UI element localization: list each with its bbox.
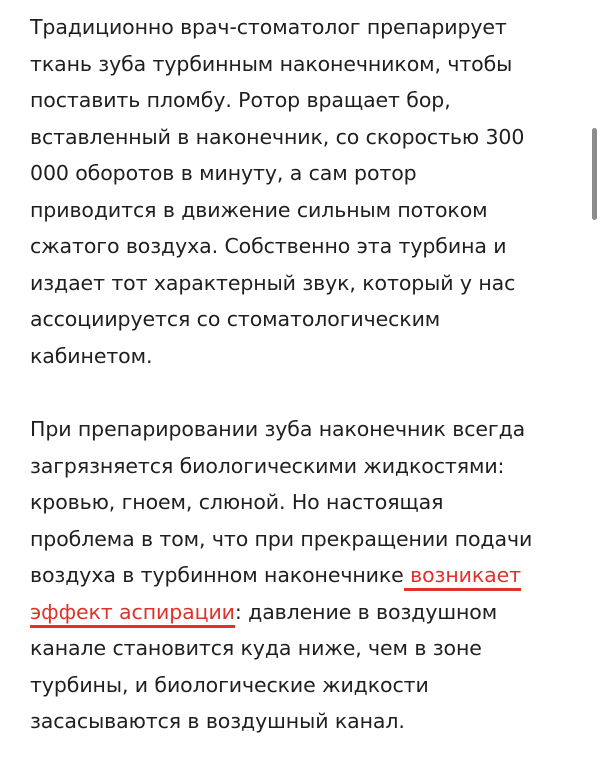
text-line: проблема в том, что при прекращении подачи: [30, 526, 533, 551]
text-line: кровью, гноем, слюной. Но настоящая: [30, 490, 444, 514]
text-line: загрязняется биологическими жидкостями:: [30, 453, 505, 478]
text-line: ткань зуба турбинным наконечником, чтобы: [30, 51, 513, 76]
text-line: ассоциируется со стоматологическим: [30, 307, 441, 331]
text-line: сжатого воздуха. Собственно эта турбина и: [30, 234, 507, 258]
text-segment: : давление в воздушном: [234, 599, 498, 624]
text-line: канале становится куда ниже, чем в зоне: [30, 636, 482, 660]
text-line-with-link: [30, 594, 560, 631]
aspiration-effect-link[interactable]: возникает: [404, 563, 521, 591]
aspiration-effect-link-continued[interactable]: эффект аспирации: [30, 600, 235, 628]
text-segment: воздуха в турбинном наконечнике: [30, 563, 404, 587]
paragraph-turbine-description: [30, 9, 560, 374]
text-line: приводится в движение сильным потоком: [30, 197, 488, 222]
text-line: 000 оборотов в минуту, а сам ротор: [30, 161, 417, 185]
vertical-scrollbar[interactable]: [592, 128, 597, 220]
text-line: поставить пломбу. Ротор вращает бор,: [30, 88, 451, 112]
text-line: издает тот характерный звук, который у нас: [30, 270, 516, 295]
text-line: засасываются в воздушный канал.: [30, 709, 405, 733]
text-line: турбины, и биологические жидкости: [30, 672, 429, 697]
text-line: Традиционно врач-стоматолог препарирует: [30, 15, 507, 39]
article-body: [30, 9, 560, 740]
paragraph-aspiration-effect: [30, 411, 560, 740]
text-line-with-link: [30, 557, 560, 594]
text-line: При препарировании зуба наконечник всегда: [30, 417, 526, 441]
text-line: вставленный в наконечник, со скоростью 300: [30, 124, 525, 149]
text-line: кабинетом.: [30, 343, 153, 368]
